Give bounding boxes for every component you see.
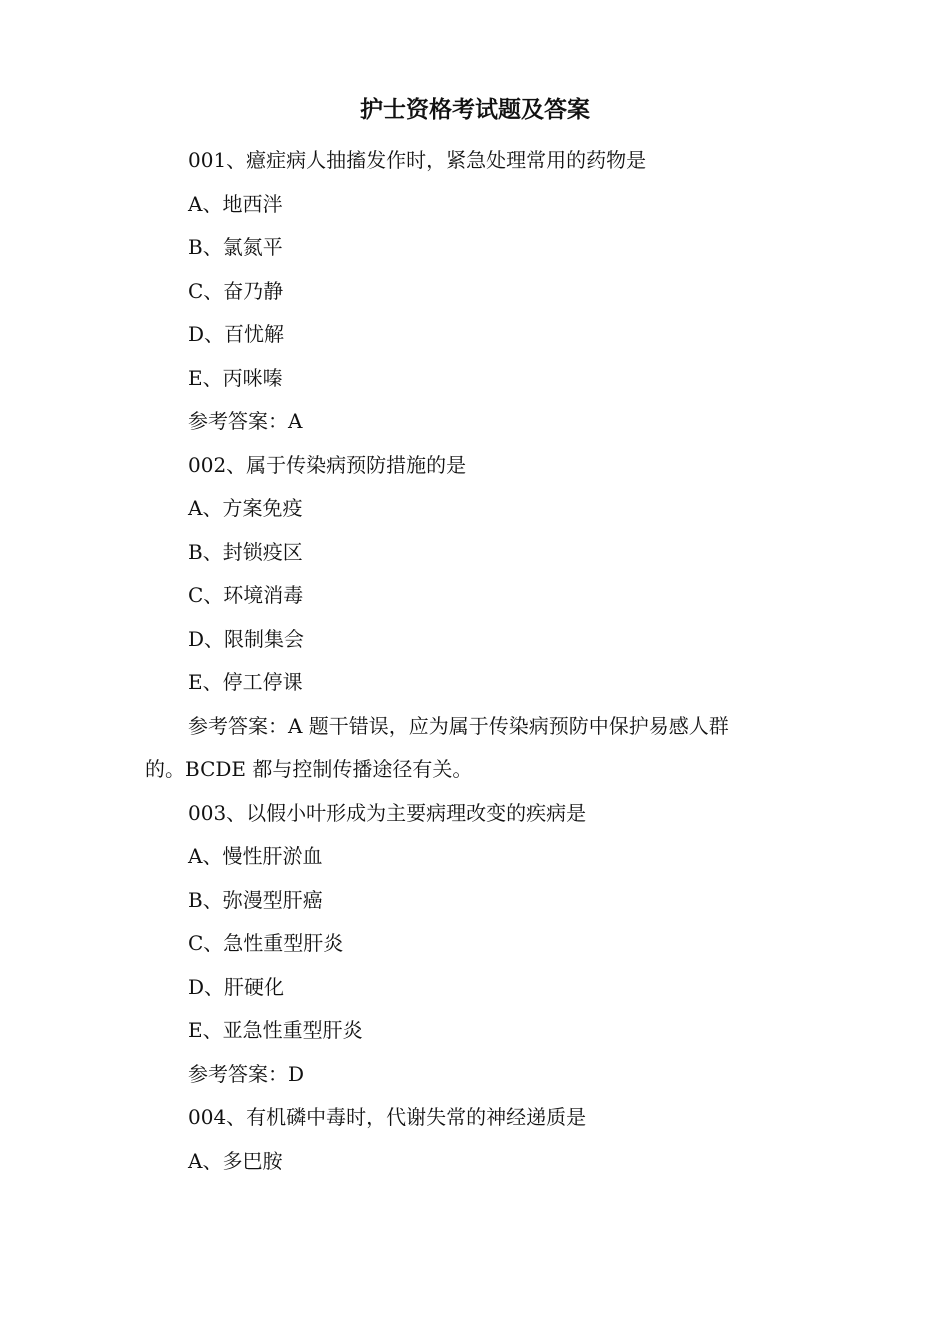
question-003-option-c: C、急性重型肝炎 <box>188 931 344 955</box>
question-002-answer: 参考答案：A 题干错误，应为属于传染病预防中保护易感人群 <box>188 714 729 738</box>
question-002-option-d: D、限制集会 <box>188 627 305 651</box>
question-002-option-b: B、封锁疫区 <box>188 540 303 564</box>
question-002-option-c: C、环境消毒 <box>188 583 304 607</box>
question-002-stem: 002、属于传染病预防措施的是 <box>188 453 467 477</box>
question-004-stem: 004、有机磷中毒时，代谢失常的神经递质是 <box>188 1105 587 1129</box>
question-001-answer: 参考答案：A <box>188 409 303 433</box>
question-003-option-b: B、弥漫型肝癌 <box>188 888 323 912</box>
question-001-option-a: A、地西泮 <box>188 192 283 216</box>
question-002-answer-continued: 的。BCDE 都与控制传播途径有关。 <box>145 757 473 781</box>
question-003-answer: 参考答案：D <box>188 1062 305 1086</box>
question-001-option-d: D、百忧解 <box>188 322 285 346</box>
question-001-option-e: E、丙咪嗪 <box>188 366 283 390</box>
question-002-option-a: A、方案免疫 <box>188 496 303 520</box>
question-003-option-e: E、亚急性重型肝炎 <box>188 1018 363 1042</box>
page-title: 护士资格考试题及答案 <box>360 96 590 123</box>
question-001-option-c: C、奋乃静 <box>188 279 284 303</box>
question-003-option-d: D、肝硬化 <box>188 975 285 999</box>
question-003-option-a: A、慢性肝淤血 <box>188 844 323 868</box>
question-001-stem: 001、癔症病人抽搐发作时，紧急处理常用的药物是 <box>188 148 647 172</box>
question-001-option-b: B、氯氮平 <box>188 235 283 259</box>
question-004-option-a: A、多巴胺 <box>188 1149 283 1173</box>
question-002-option-e: E、停工停课 <box>188 670 303 694</box>
question-003-stem: 003、以假小叶形成为主要病理改变的疾病是 <box>188 801 587 825</box>
